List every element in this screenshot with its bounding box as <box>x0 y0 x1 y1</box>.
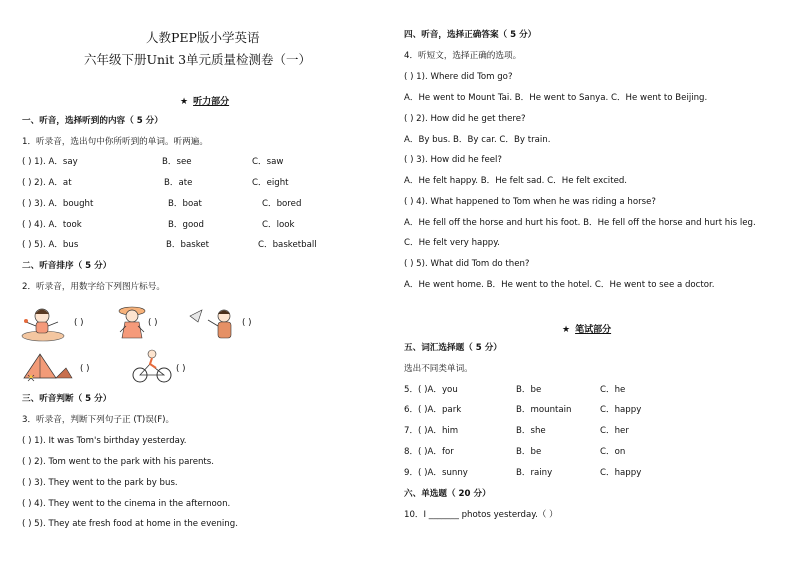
q3-item-5: ( ) 5). They ate fresh food at home in the evening. <box>22 519 238 529</box>
riding-bike-picture <box>130 348 174 384</box>
q5-item-2-a: 6．( )A．park <box>404 405 462 415</box>
writing-part-label: ★ 笔试部分 <box>562 325 612 335</box>
picture-3-answer: ( ) <box>242 318 252 328</box>
section-4-heading: 四、听音，选择正确答案（ 5 分） <box>404 30 537 40</box>
q4-line-2: A．He went to Mount Tai. B．He went to Sanya. C．He went to Beijing. <box>404 93 708 103</box>
q4-line-6: A．He felt happy. B．He felt sad. C．He felt excited. <box>404 176 628 186</box>
picture-2-answer: ( ) <box>148 318 158 328</box>
q4-line-4: A．By bus. B．By car. C．By train. <box>404 135 551 145</box>
q1-item-2-a: ( ) 2). A．at <box>22 178 72 188</box>
q5-item-5-b: B．rainy <box>516 468 553 478</box>
q1-item-2-c: C．eight <box>252 178 289 188</box>
picture-5-answer: ( ) <box>176 364 186 374</box>
q4-line-10: ( ) 5). What did Tom do then? <box>404 259 530 269</box>
section-5-instruction: 选出不同类单词。 <box>404 364 473 374</box>
section-6-heading: 六、单选题（ 20 分） <box>404 489 491 499</box>
q1-item-1-a: ( ) 1). A．say <box>22 157 78 167</box>
section-5-heading: 五、词汇选择题（ 5 分） <box>404 343 502 353</box>
section-4-instruction: 4．听短文，选择正确的选项。 <box>404 51 522 61</box>
boy-sneezing-picture <box>188 306 238 342</box>
q5-item-4-c: C．on <box>600 447 626 457</box>
q1-item-5-a: ( ) 5). A．bus <box>22 240 79 250</box>
q5-item-3-a: 7．( )A．him <box>404 426 459 436</box>
q4-line-1: ( ) 1). Where did Tom go? <box>404 72 513 82</box>
title-line-1: 人教PEP版小学英语 <box>146 30 260 45</box>
q1-item-5-b: B．basket <box>166 240 210 250</box>
q4-line-5: ( ) 3). How did he feel? <box>404 155 502 165</box>
q1-item-1-c: C．saw <box>252 157 284 167</box>
q5-item-1-c: C．he <box>600 385 626 395</box>
q5-item-4-b: B．be <box>516 447 542 457</box>
q5-item-5-a: 9．( )A．sunny <box>404 468 468 478</box>
q5-item-3-c: C．her <box>600 426 629 436</box>
q5-item-3-b: B．she <box>516 426 546 436</box>
q5-item-1-a: 5．( )A．you <box>404 385 458 395</box>
q5-item-5-c: C．happy <box>600 468 642 478</box>
picnic-girl-picture <box>20 302 66 342</box>
q1-item-1-b: B．see <box>162 157 192 167</box>
q5-item-4-a: 8．( )A．for <box>404 447 454 457</box>
q5-item-2-b: B．mountain <box>516 405 572 415</box>
q4-line-7: ( ) 4). What happened to Tom when he was riding a horse? <box>404 197 656 207</box>
q1-item-4-c: C．look <box>262 220 295 230</box>
q4-line-8: A．He fell off the horse and hurt his foot. B．He fell off the horse and hurt his leg. <box>404 218 756 228</box>
title-line-2: 六年级下册Unit 3单元质量检测卷（一） <box>84 52 312 67</box>
q1-item-4-a: ( ) 4). A．took <box>22 220 82 230</box>
star-icon: ★ <box>562 325 571 335</box>
section-2-instruction: 2．听录音，用数字给下列图片标号。 <box>22 282 165 292</box>
q1-item-2-b: B．ate <box>164 178 193 188</box>
section-3-heading: 三、听音判断（ 5 分） <box>22 394 112 404</box>
q5-item-1-b: B．be <box>516 385 542 395</box>
girl-with-hat-picture <box>116 302 148 342</box>
q4-line-3: ( ) 2). How did he get there? <box>404 114 526 124</box>
q1-item-3-b: B．boat <box>168 199 202 209</box>
camping-tent-picture <box>20 348 76 384</box>
q1-item-3-c: C．bored <box>262 199 302 209</box>
picture-1-answer: ( ) <box>74 318 84 328</box>
q3-item-3: ( ) 3). They went to the park by bus. <box>22 478 178 488</box>
q1-item-5-c: C．basketball <box>258 240 317 250</box>
q10-question: 10．I _______ photos yesterday.（ ） <box>404 510 558 520</box>
q4-line-9: C．He felt very happy. <box>404 238 500 248</box>
q1-item-3-a: ( ) 3). A．bought <box>22 199 94 209</box>
q3-item-4: ( ) 4). They went to the cinema in the afternoon. <box>22 499 231 509</box>
section-3-instruction: 3．听录音，判断下列句子正 (T)误(F)。 <box>22 415 175 425</box>
section-1-heading: 一、听音，选择听到的内容（ 5 分） <box>22 116 163 126</box>
q3-item-2: ( ) 2). Tom went to the park with his parents. <box>22 457 215 467</box>
q3-item-1: ( ) 1). It was Tom's birthday yesterday. <box>22 436 187 446</box>
star-icon: ★ <box>180 97 189 107</box>
q4-line-11: A．He went home. B．He went to the hotel. C．He went to see a doctor. <box>404 280 715 290</box>
section-1-instruction: 1．听录音，选出句中你所听到的单词。听两遍。 <box>22 137 208 147</box>
picture-4-answer: ( ) <box>80 364 90 374</box>
q5-item-2-c: C．happy <box>600 405 642 415</box>
section-2-heading: 二、听音排序（ 5 分） <box>22 261 112 271</box>
q1-item-4-b: B．good <box>168 220 204 230</box>
listening-part-label: ★ 听力部分 <box>180 97 230 107</box>
